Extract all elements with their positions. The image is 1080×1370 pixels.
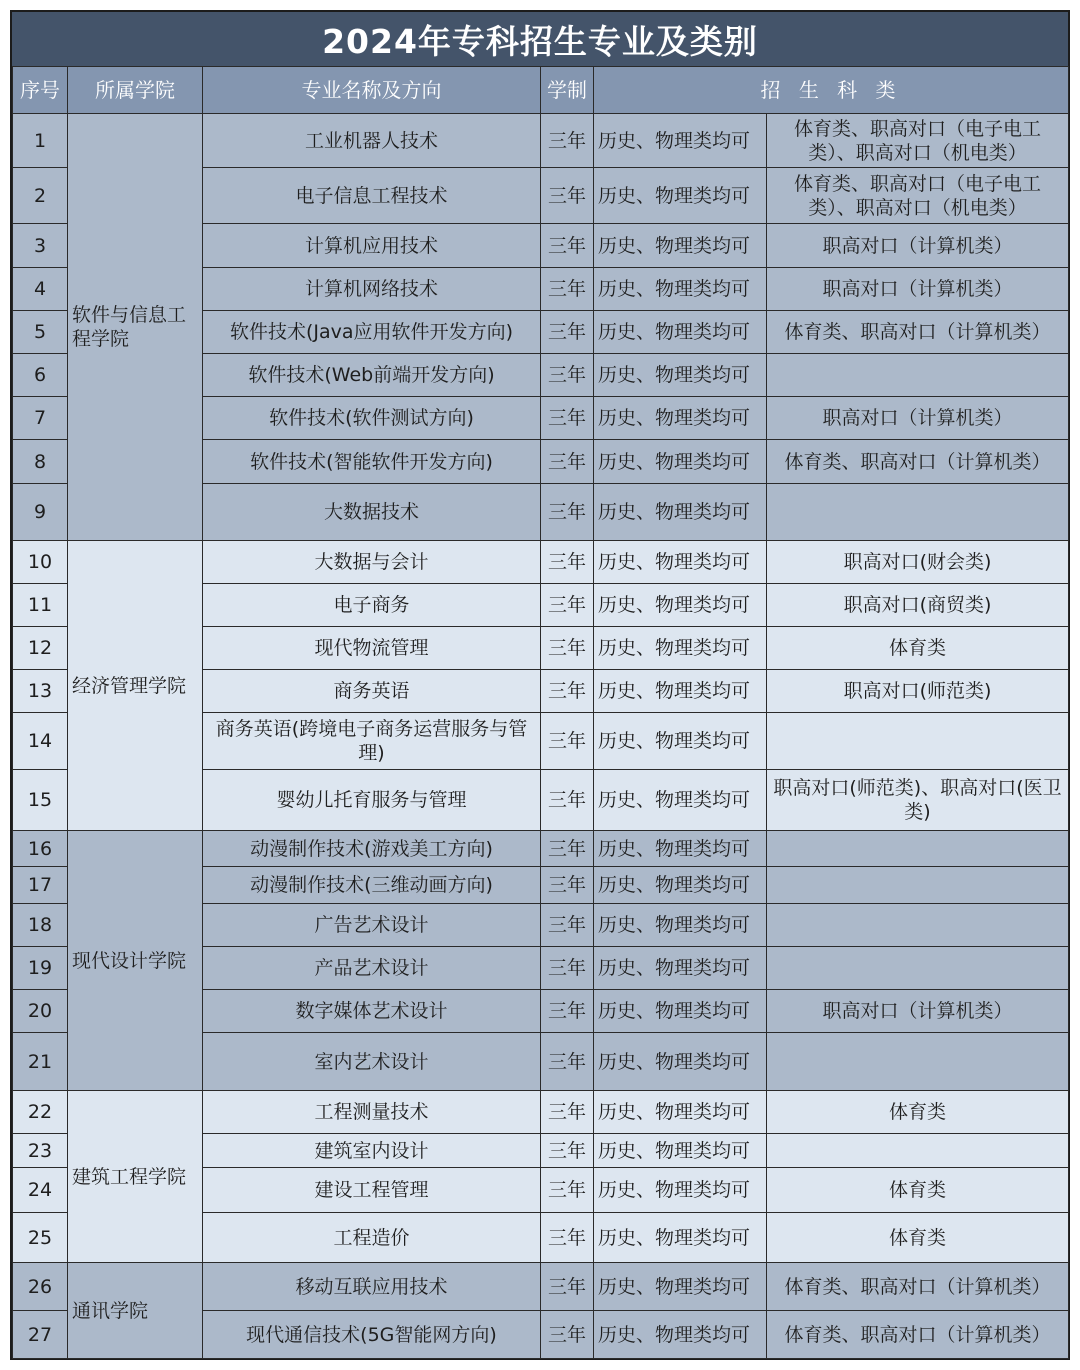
category-cell: 职高对口（计算机类） xyxy=(767,397,1069,440)
major-name: 大数据技术 xyxy=(203,484,541,541)
row-no: 21 xyxy=(13,1033,68,1091)
header-major: 专业名称及方向 xyxy=(203,67,541,114)
subject-cell: 历史、物理类均可 xyxy=(594,627,767,670)
major-name: 室内艺术设计 xyxy=(203,1033,541,1091)
row-no: 11 xyxy=(13,584,68,627)
duration-cell: 三年 xyxy=(541,311,594,354)
header-college: 所属学院 xyxy=(68,67,203,114)
major-name: 软件技术(智能软件开发方向) xyxy=(203,440,541,484)
duration-cell: 三年 xyxy=(541,397,594,440)
subject-cell: 历史、物理类均可 xyxy=(594,1263,767,1311)
majors-table xyxy=(12,66,1069,1359)
table-row xyxy=(13,1091,1069,1134)
category-cell: 职高对口（计算机类） xyxy=(767,224,1069,268)
table-row xyxy=(13,1263,1069,1311)
category-cell xyxy=(767,484,1069,541)
subject-cell: 历史、物理类均可 xyxy=(594,397,767,440)
duration-cell: 三年 xyxy=(541,831,594,867)
subject-cell: 历史、物理类均可 xyxy=(594,311,767,354)
category-cell xyxy=(767,713,1069,770)
major-name: 电子信息工程技术 xyxy=(203,168,541,224)
row-no: 17 xyxy=(13,867,68,904)
row-no: 6 xyxy=(13,354,68,397)
header-duration: 学制 xyxy=(541,67,594,114)
row-no: 13 xyxy=(13,670,68,713)
subject-cell: 历史、物理类均可 xyxy=(594,1134,767,1168)
duration-cell: 三年 xyxy=(541,1263,594,1311)
duration-cell: 三年 xyxy=(541,627,594,670)
major-name: 建筑室内设计 xyxy=(203,1134,541,1168)
header-category: 招 生 科 类 xyxy=(594,67,1069,114)
category-cell: 职高对口(师范类) xyxy=(767,670,1069,713)
row-no: 4 xyxy=(13,268,68,311)
major-name: 软件技术(Web前端开发方向) xyxy=(203,354,541,397)
subject-cell: 历史、物理类均可 xyxy=(594,831,767,867)
duration-cell: 三年 xyxy=(541,354,594,397)
subject-cell: 历史、物理类均可 xyxy=(594,1168,767,1213)
subject-cell: 历史、物理类均可 xyxy=(594,354,767,397)
category-cell: 体育类、职高对口（计算机类） xyxy=(767,1263,1069,1311)
major-name: 建设工程管理 xyxy=(203,1168,541,1213)
major-name: 工程造价 xyxy=(203,1213,541,1263)
subject-cell: 历史、物理类均可 xyxy=(594,1091,767,1134)
subject-cell: 历史、物理类均可 xyxy=(594,541,767,584)
major-name: 数字媒体艺术设计 xyxy=(203,990,541,1033)
college-cell: 现代设计学院 xyxy=(68,831,203,1091)
duration-cell: 三年 xyxy=(541,224,594,268)
category-cell xyxy=(767,947,1069,990)
table-row xyxy=(13,831,1069,867)
major-name: 计算机网络技术 xyxy=(203,268,541,311)
major-name: 大数据与会计 xyxy=(203,541,541,584)
subject-cell: 历史、物理类均可 xyxy=(594,947,767,990)
major-name: 计算机应用技术 xyxy=(203,224,541,268)
category-cell: 体育类 xyxy=(767,627,1069,670)
major-name: 工业机器人技术 xyxy=(203,114,541,168)
major-name: 动漫制作技术(游戏美工方向) xyxy=(203,831,541,867)
row-no: 25 xyxy=(13,1213,68,1263)
row-no: 3 xyxy=(13,224,68,268)
duration-cell: 三年 xyxy=(541,484,594,541)
row-no: 8 xyxy=(13,440,68,484)
college-cell: 软件与信息工程学院 xyxy=(68,114,203,541)
duration-cell: 三年 xyxy=(541,114,594,168)
category-cell: 体育类 xyxy=(767,1091,1069,1134)
college-cell: 建筑工程学院 xyxy=(68,1091,203,1263)
duration-cell: 三年 xyxy=(541,1134,594,1168)
category-cell: 体育类 xyxy=(767,1168,1069,1213)
college-cell: 通讯学院 xyxy=(68,1263,203,1359)
category-cell xyxy=(767,354,1069,397)
row-no: 2 xyxy=(13,168,68,224)
row-no: 9 xyxy=(13,484,68,541)
duration-cell: 三年 xyxy=(541,268,594,311)
duration-cell: 三年 xyxy=(541,1213,594,1263)
category-cell: 体育类、职高对口（电子电工类）、职高对口（机电类） xyxy=(767,168,1069,224)
row-no: 12 xyxy=(13,627,68,670)
category-cell: 职高对口（计算机类） xyxy=(767,268,1069,311)
category-cell: 体育类、职高对口（计算机类） xyxy=(767,1311,1069,1359)
row-no: 23 xyxy=(13,1134,68,1168)
major-name: 动漫制作技术(三维动画方向) xyxy=(203,867,541,904)
major-name: 产品艺术设计 xyxy=(203,947,541,990)
row-no: 27 xyxy=(13,1311,68,1359)
college-cell: 经济管理学院 xyxy=(68,541,203,831)
duration-cell: 三年 xyxy=(541,990,594,1033)
major-name: 婴幼儿托育服务与管理 xyxy=(203,770,541,831)
subject-cell: 历史、物理类均可 xyxy=(594,584,767,627)
major-name: 软件技术(软件测试方向) xyxy=(203,397,541,440)
row-no: 22 xyxy=(13,1091,68,1134)
duration-cell: 三年 xyxy=(541,1033,594,1091)
category-cell xyxy=(767,1033,1069,1091)
category-cell: 体育类、职高对口（电子电工类）、职高对口（机电类） xyxy=(767,114,1069,168)
major-name: 现代物流管理 xyxy=(203,627,541,670)
table-row xyxy=(13,114,1069,168)
duration-cell: 三年 xyxy=(541,904,594,947)
duration-cell: 三年 xyxy=(541,670,594,713)
row-no: 16 xyxy=(13,831,68,867)
category-cell: 体育类、职高对口（计算机类） xyxy=(767,440,1069,484)
category-cell xyxy=(767,1134,1069,1168)
major-name: 现代通信技术(5G智能网方向) xyxy=(203,1311,541,1359)
subject-cell: 历史、物理类均可 xyxy=(594,670,767,713)
duration-cell: 三年 xyxy=(541,1091,594,1134)
duration-cell: 三年 xyxy=(541,584,594,627)
duration-cell: 三年 xyxy=(541,947,594,990)
subject-cell: 历史、物理类均可 xyxy=(594,990,767,1033)
table-row xyxy=(13,541,1069,584)
subject-cell: 历史、物理类均可 xyxy=(594,770,767,831)
duration-cell: 三年 xyxy=(541,867,594,904)
category-cell xyxy=(767,831,1069,867)
row-no: 15 xyxy=(13,770,68,831)
admissions-table-frame xyxy=(10,10,1070,1360)
major-name: 商务英语 xyxy=(203,670,541,713)
category-cell xyxy=(767,904,1069,947)
row-no: 10 xyxy=(13,541,68,584)
row-no: 18 xyxy=(13,904,68,947)
category-cell: 职高对口（计算机类） xyxy=(767,990,1069,1033)
subject-cell: 历史、物理类均可 xyxy=(594,1213,767,1263)
subject-cell: 历史、物理类均可 xyxy=(594,268,767,311)
row-no: 20 xyxy=(13,990,68,1033)
duration-cell: 三年 xyxy=(541,1311,594,1359)
row-no: 7 xyxy=(13,397,68,440)
subject-cell: 历史、物理类均可 xyxy=(594,904,767,947)
row-no: 24 xyxy=(13,1168,68,1213)
category-cell xyxy=(767,867,1069,904)
row-no: 1 xyxy=(13,114,68,168)
category-cell: 职高对口(师范类)、职高对口(医卫类) xyxy=(767,770,1069,831)
major-name: 软件技术(Java应用软件开发方向) xyxy=(203,311,541,354)
subject-cell: 历史、物理类均可 xyxy=(594,114,767,168)
category-cell: 职高对口(商贸类) xyxy=(767,584,1069,627)
subject-cell: 历史、物理类均可 xyxy=(594,1033,767,1091)
row-no: 19 xyxy=(13,947,68,990)
header-no: 序号 xyxy=(13,67,68,114)
duration-cell: 三年 xyxy=(541,1168,594,1213)
table-header-row xyxy=(13,67,1069,114)
row-no: 5 xyxy=(13,311,68,354)
duration-cell: 三年 xyxy=(541,541,594,584)
subject-cell: 历史、物理类均可 xyxy=(594,1311,767,1359)
subject-cell: 历史、物理类均可 xyxy=(594,867,767,904)
major-name: 广告艺术设计 xyxy=(203,904,541,947)
major-name: 电子商务 xyxy=(203,584,541,627)
category-cell: 职高对口(财会类) xyxy=(767,541,1069,584)
duration-cell: 三年 xyxy=(541,713,594,770)
category-cell: 体育类、职高对口（计算机类） xyxy=(767,311,1069,354)
duration-cell: 三年 xyxy=(541,440,594,484)
subject-cell: 历史、物理类均可 xyxy=(594,713,767,770)
page-title: 2024年专科招生专业及类别 xyxy=(12,12,1068,66)
subject-cell: 历史、物理类均可 xyxy=(594,440,767,484)
row-no: 26 xyxy=(13,1263,68,1311)
subject-cell: 历史、物理类均可 xyxy=(594,484,767,541)
major-name: 移动互联应用技术 xyxy=(203,1263,541,1311)
category-cell: 体育类 xyxy=(767,1213,1069,1263)
duration-cell: 三年 xyxy=(541,168,594,224)
duration-cell: 三年 xyxy=(541,770,594,831)
row-no: 14 xyxy=(13,713,68,770)
subject-cell: 历史、物理类均可 xyxy=(594,224,767,268)
major-name: 工程测量技术 xyxy=(203,1091,541,1134)
subject-cell: 历史、物理类均可 xyxy=(594,168,767,224)
major-name: 商务英语(跨境电子商务运营服务与管理) xyxy=(203,713,541,770)
